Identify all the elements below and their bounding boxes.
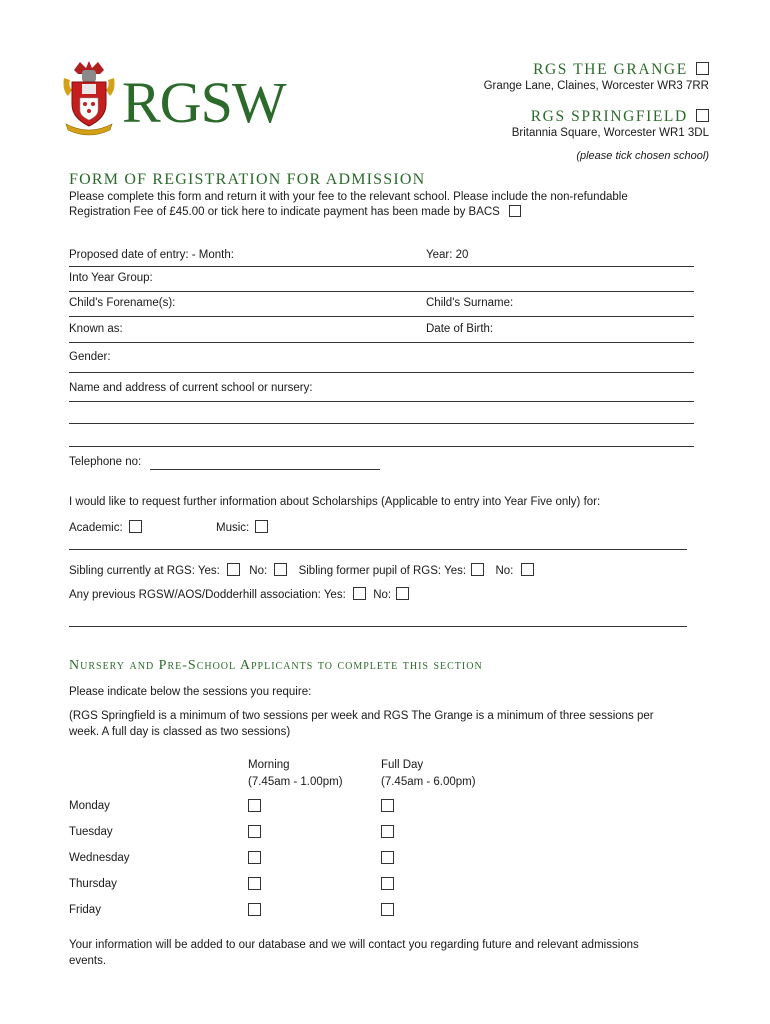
tick-note: (please tick chosen school) (576, 150, 709, 162)
friday-fullday-checkbox[interactable] (381, 903, 394, 916)
previous-no-label: No: (373, 589, 392, 601)
gender-line[interactable] (69, 372, 694, 373)
entry-date-line[interactable] (69, 266, 694, 267)
entry-year-label: Year: 20 (426, 249, 469, 261)
name-line[interactable] (69, 316, 694, 317)
logo-wordmark: RGSW (122, 70, 286, 135)
school-crest-logo (60, 60, 118, 136)
intro-line-1: Please complete this form and return it with your fee to the relevant school. Please include the non-refundable (69, 191, 628, 203)
monday-fullday-checkbox[interactable] (381, 799, 394, 812)
fullday-time: (7.45am - 6.00pm) (381, 776, 476, 788)
sibling-former-yes-checkbox[interactable] (471, 563, 484, 576)
previous-association-row (69, 587, 409, 601)
music-option (216, 520, 268, 534)
morning-column-header (248, 757, 343, 790)
school-option-grange (533, 61, 709, 79)
telephone-label: Telephone no: (69, 456, 142, 468)
music-label: Music: (216, 522, 250, 534)
footer-line-2: events. (69, 955, 107, 967)
tuesday-morning-checkbox[interactable] (248, 825, 261, 838)
year-group-label: Into Year Group: (69, 272, 153, 284)
surname-label: Child's Surname: (426, 297, 514, 309)
previous-no-checkbox[interactable] (396, 587, 409, 600)
entry-month-label: Proposed date of entry: - Month: (69, 249, 234, 261)
current-school-line-2[interactable] (69, 423, 694, 424)
current-school-label: Name and address of current school or nursery: (69, 382, 313, 394)
bacs-checkbox[interactable] (509, 205, 521, 217)
morning-label: Morning (248, 759, 290, 771)
form-title: FORM OF REGISTRATION FOR ADMISSION (69, 171, 426, 188)
fullday-column-header (381, 757, 476, 790)
current-school-line-1[interactable] (69, 401, 694, 402)
intro-line-2-text: Registration Fee of £45.00 or tick here to indicate payment has been made by BACS (69, 206, 500, 218)
school-name-grange: RGS THE GRANGE (533, 61, 688, 78)
school-address-springfield: Britannia Square, Worcester WR1 3DL (511, 127, 709, 139)
forename-label: Child's Forename(s): (69, 297, 176, 309)
dob-label: Date of Birth: (426, 323, 494, 335)
gender-label: Gender: (69, 351, 111, 363)
academic-option (69, 520, 142, 534)
sibling-row (69, 563, 534, 577)
thursday-fullday-checkbox[interactable] (381, 877, 394, 890)
day-label-monday: Monday (69, 800, 110, 812)
previous-yes-checkbox[interactable] (353, 587, 366, 600)
day-label-tuesday: Tuesday (69, 826, 113, 838)
wednesday-fullday-checkbox[interactable] (381, 851, 394, 864)
sibling-former-no-label: No: (495, 565, 514, 577)
known-as-line[interactable] (69, 342, 694, 343)
sibling-current-yes-checkbox[interactable] (227, 563, 240, 576)
nursery-section-title: Nursery and Pre-School Applicants to complete this section (69, 658, 483, 673)
nursery-note-line-1: (RGS Springfield is a minimum of two sessions per week and RGS The Grange is a minimum of three sessions per (69, 710, 654, 722)
day-label-thursday: Thursday (69, 878, 117, 890)
sibling-former-label: Sibling former pupil of RGS: Yes: (298, 565, 467, 577)
known-as-label: Known as: (69, 323, 123, 335)
telephone-line[interactable] (150, 469, 380, 470)
school-option-springfield (531, 108, 709, 126)
nursery-note-line-2: week. A full day is classed as two sessions) (69, 726, 291, 738)
academic-label: Academic: (69, 522, 123, 534)
day-label-friday: Friday (69, 904, 101, 916)
wednesday-morning-checkbox[interactable] (248, 851, 261, 864)
monday-morning-checkbox[interactable] (248, 799, 261, 812)
previous-association-label: Any previous RGSW/AOS/Dodderhill association: Yes: (69, 589, 346, 601)
year-group-line[interactable] (69, 291, 694, 292)
thursday-morning-checkbox[interactable] (248, 877, 261, 890)
morning-time: (7.45am - 1.00pm) (248, 776, 343, 788)
tuesday-fullday-checkbox[interactable] (381, 825, 394, 838)
fullday-label: Full Day (381, 759, 424, 771)
sibling-current-label: Sibling currently at RGS: Yes: (69, 565, 220, 577)
day-label-wednesday: Wednesday (69, 852, 130, 864)
sibling-former-no-checkbox[interactable] (521, 563, 534, 576)
friday-morning-checkbox[interactable] (248, 903, 261, 916)
association-line[interactable] (69, 626, 687, 627)
footer-line-1: Your information will be added to our database and we will contact you regarding future and relevant admissions (69, 939, 639, 951)
nursery-instruction: Please indicate below the sessions you require: (69, 686, 312, 698)
scholarship-line[interactable] (69, 549, 687, 550)
sibling-current-no-label: No: (249, 565, 268, 577)
academic-checkbox[interactable] (129, 520, 142, 533)
scholarship-question: I would like to request further information about Scholarships (Applicable to entry into Year Five only) for: (69, 496, 601, 508)
grange-checkbox[interactable] (696, 62, 709, 75)
sibling-current-no-checkbox[interactable] (274, 563, 287, 576)
school-name-springfield: RGS SPRINGFIELD (530, 108, 688, 125)
intro-line-2 (69, 204, 521, 220)
school-address-grange: Grange Lane, Claines, Worcester WR3 7RR (483, 80, 709, 92)
current-school-line-3[interactable] (69, 446, 694, 447)
music-checkbox[interactable] (255, 520, 268, 533)
springfield-checkbox[interactable] (696, 109, 709, 122)
